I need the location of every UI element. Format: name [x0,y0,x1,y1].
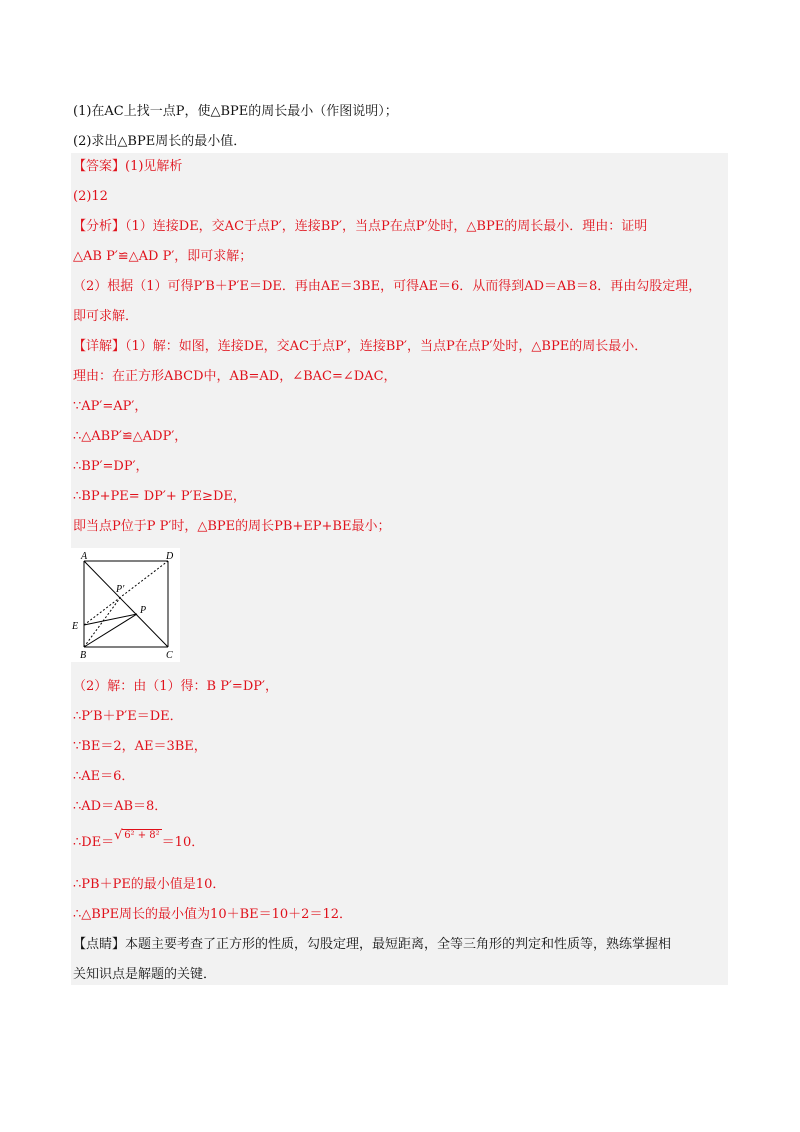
detail-line-10: ∵BE＝2，AE＝3BE， [73,739,207,754]
label-d: D [166,551,174,562]
detail-line-5: ∴BP′=DP′， [73,459,149,474]
detail-line-2: 理由：在正方形ABCD中，AB=AD，∠BAC=∠DAC， [73,369,397,384]
sqrt-radicand: 6² + 8² [124,830,160,841]
analysis-line-3: （2）根据（1）可得P′B＋P′E＝DE．再由AE＝3BE，可得AE＝6．从而得到AD＝AB＝8．再由勾股定理， [73,279,702,294]
detail-line-6: ∴BP+PE= DP′+ P′E≥DE， [73,489,246,504]
analysis-line-4: 即可求解． [73,309,139,324]
comment-line-1: 【点睛】本题主要考查了正方形的性质，勾股定理，最短距离，全等三角形的判定和性质等，熟练掌握相 [73,937,672,952]
detail-line-12: ∴AD＝AB＝8． [73,799,168,814]
label-c: C [166,650,173,661]
detail-line-9: ∴P′B＋P′E＝DE． [73,709,183,724]
answer-label: 【答案】(1)见解析 [73,159,183,174]
detail-line-8: （2）解：由（1）得：B P′=DP′， [73,679,278,694]
analysis-line-2: △AB P′≌△AD P′，即可求解； [73,249,253,264]
de-prefix: ∴DE＝ [73,835,115,850]
square-figure [70,548,180,662]
answer-part-2: (2)12 [73,189,108,204]
detail-line-14: ∴PB＋PE的最小值是10． [73,877,226,892]
detail-line-11: ∴AE＝6． [73,769,135,784]
label-e: E [72,621,79,632]
comment-line-2: 关知识点是解题的关键． [73,967,217,982]
question-part-2: (2)求出△BPE周长的最小值． [73,134,247,149]
detail-line-15: ∴△BPE周长的最小值为10＋BE＝10＋2＝12． [73,907,352,922]
label-p: P [140,605,147,616]
sqrt-sign-icon: √ [114,828,123,843]
sqrt-expression [114,830,161,841]
detail-line-7: 即当点P位于P P′时，△BPE的周长PB+EP+BE最小； [73,519,391,534]
question-part-1: (1)在AC上找一点P，使△BPE的周长最小（作图说明）； [73,104,398,119]
detail-line-13 [73,830,204,850]
label-a: A [81,551,88,562]
de-result: ＝10． [161,835,205,850]
label-p-prime: P′ [116,584,125,595]
detail-line-1: 【详解】（1）解：如图，连接DE，交AC于点P′，连接BP′，当点P在点P′处时，△BPE的周长最小． [73,339,648,354]
label-b: B [80,650,87,661]
analysis-line-1: 【分析】（1）连接DE，交AC于点P′，连接BP′，当点P在点P′处时，△BPE的周长最小．理由：证明 [73,219,648,234]
detail-line-4: ∴△ABP′≌△ADP′， [73,429,188,444]
detail-line-3: ∵AP′=AP′， [73,399,148,414]
